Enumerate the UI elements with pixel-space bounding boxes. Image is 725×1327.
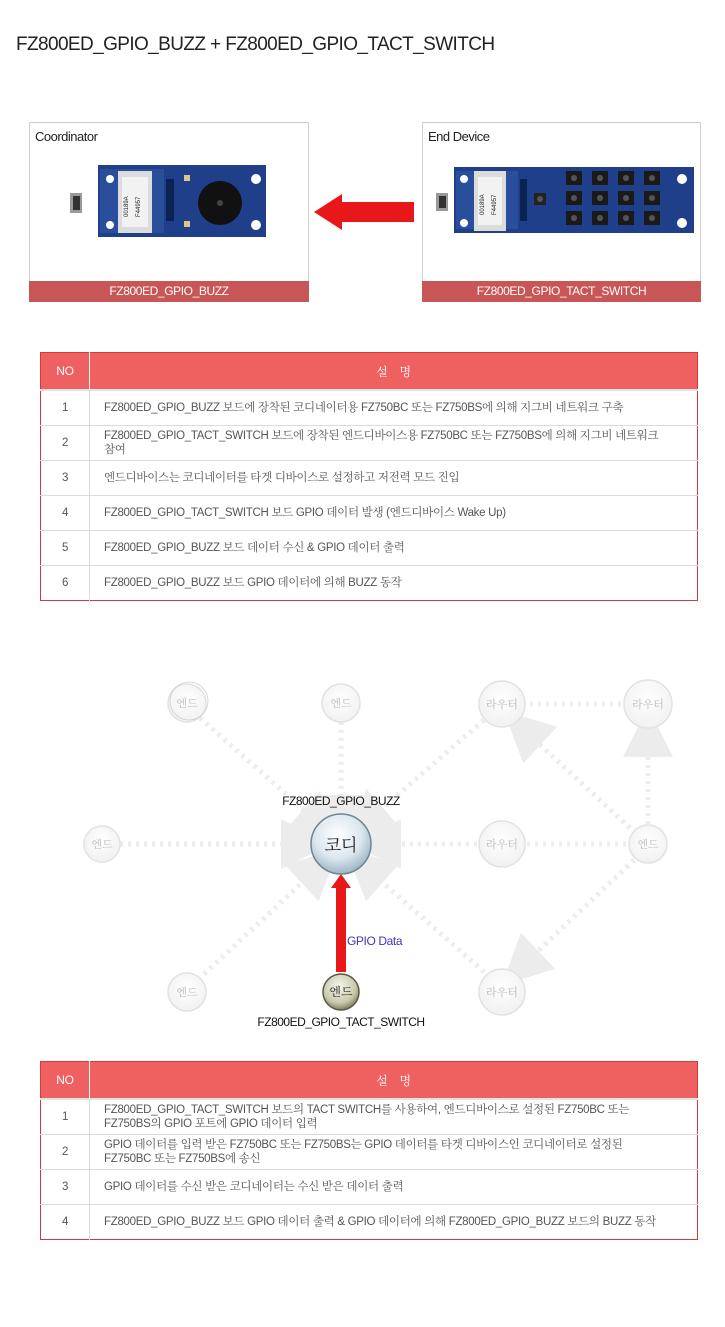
table-row bbox=[41, 565, 698, 600]
end-node bbox=[629, 825, 667, 863]
row-number: 4 bbox=[41, 495, 90, 530]
row-description: FZ800ED_GPIO_BUZZ 보드 GPIO 데이터 출력 & GPIO 데이터에 의해 FZ800ED_GPIO_BUZZ 보드의 BUZZ 동작 bbox=[90, 1204, 698, 1239]
svg-text:코디: 코디 bbox=[324, 836, 358, 855]
row-number: 1 bbox=[41, 390, 90, 425]
row-number: 3 bbox=[41, 1169, 90, 1204]
table-row bbox=[41, 495, 698, 530]
arrow-left-icon bbox=[314, 194, 414, 230]
table-row bbox=[41, 425, 698, 460]
end-device-caption: FZ800ED_GPIO_TACT_SWITCH bbox=[422, 281, 701, 302]
tact-switch-board-image bbox=[436, 167, 696, 235]
svg-text:라우터: 라우터 bbox=[486, 699, 518, 711]
row-number: 2 bbox=[41, 1134, 90, 1169]
svg-text:엔드: 엔드 bbox=[637, 839, 659, 851]
table-row bbox=[41, 460, 698, 495]
coordinator-node bbox=[311, 814, 371, 874]
row-description: FZ800ED_GPIO_TACT_SWITCH 보드의 TACT SWITCH를 사용하여, 엔드디바이스로 설정된 FZ750BC 또는 FZ750BS의 GPIO 포트에 GPIO 데이터 입력 bbox=[90, 1099, 698, 1134]
coordinator-label: Coordinator bbox=[35, 129, 98, 144]
row-number: 3 bbox=[41, 460, 90, 495]
sequence-table-2 bbox=[40, 1061, 698, 1240]
end-board-label: FZ800ED_GPIO_TACT_SWITCH bbox=[257, 1015, 425, 1029]
svg-text:엔드: 엔드 bbox=[91, 839, 113, 851]
row-number: 6 bbox=[41, 565, 90, 600]
table-header-row bbox=[41, 1062, 698, 1100]
router-node bbox=[624, 680, 672, 728]
row-description: FZ800ED_GPIO_BUZZ 보드 GPIO 데이터에 의해 BUZZ 동작 bbox=[90, 565, 698, 600]
svg-text:엔드: 엔드 bbox=[329, 985, 353, 999]
active-end-node bbox=[323, 974, 359, 1010]
buzz-board-image bbox=[70, 165, 268, 239]
svg-text:F44957: F44957 bbox=[136, 196, 142, 217]
end-node bbox=[84, 826, 120, 862]
sequence-table-1 bbox=[40, 352, 698, 601]
gpio-data-arrow bbox=[331, 874, 351, 972]
svg-text:엔드: 엔드 bbox=[176, 698, 198, 710]
gpio-data-label: GPIO Data bbox=[347, 934, 403, 948]
coordinator-caption: FZ800ED_GPIO_BUZZ bbox=[29, 281, 309, 302]
column-header-desc: 설 명 bbox=[90, 1062, 698, 1100]
column-header-desc: 설 명 bbox=[90, 353, 698, 391]
row-number: 1 bbox=[41, 1099, 90, 1134]
end-node bbox=[168, 682, 208, 722]
table-row bbox=[41, 530, 698, 565]
row-description: GPIO 데이터를 수신 받은 코디네이터는 수신 받은 데이터 출력 bbox=[90, 1169, 698, 1204]
row-number: 5 bbox=[41, 530, 90, 565]
column-header-no: NO bbox=[41, 1062, 90, 1100]
table-row bbox=[41, 390, 698, 425]
svg-text:라우터: 라우터 bbox=[486, 839, 518, 851]
row-number: 4 bbox=[41, 1204, 90, 1239]
svg-text:00189A: 00189A bbox=[124, 196, 130, 217]
router-node bbox=[479, 969, 525, 1015]
svg-text:라우터: 라우터 bbox=[632, 699, 664, 711]
column-header-no: NO bbox=[41, 353, 90, 391]
svg-text:라우터: 라우터 bbox=[486, 987, 518, 999]
row-description: FZ800ED_GPIO_BUZZ 보드에 장착된 코디네이터용 FZ750BC 또는 FZ750BS에 의해 지그비 네트워크 구축 bbox=[90, 390, 698, 425]
row-description: FZ800ED_GPIO_TACT_SWITCH 보드에 장착된 엔드디바이스용 FZ750BC 또는 FZ750BS에 의해 지그비 네트워크 참여 bbox=[90, 425, 698, 460]
row-description: 엔드디바이스는 코디네이터를 타겟 디바이스로 설정하고 저전력 모드 진입 bbox=[90, 460, 698, 495]
svg-text:엔드: 엔드 bbox=[176, 987, 198, 999]
coordinator-board-label: FZ800ED_GPIO_BUZZ bbox=[282, 794, 400, 808]
row-number: 2 bbox=[41, 425, 90, 460]
router-node bbox=[479, 681, 525, 727]
row-description: FZ800ED_GPIO_TACT_SWITCH 보드 GPIO 데이터 발생 (엔드디바이스 Wake Up) bbox=[90, 495, 698, 530]
svg-text:엔드: 엔드 bbox=[330, 698, 352, 710]
end-node bbox=[168, 973, 206, 1011]
row-description: FZ800ED_GPIO_BUZZ 보드 데이터 수신 & GPIO 데이터 출력 bbox=[90, 530, 698, 565]
row-description: GPIO 데이터를 입력 받은 FZ750BC 또는 FZ750BS는 GPIO 데이터를 타겟 디바이스인 코디네이터로 설정된 FZ750BC 또는 FZ750BS에 송신 bbox=[90, 1134, 698, 1169]
table-row bbox=[41, 1134, 698, 1169]
coordinator-panel bbox=[29, 122, 309, 302]
end-node bbox=[322, 684, 360, 722]
svg-text:F44957: F44957 bbox=[492, 194, 498, 215]
table-header-row bbox=[41, 353, 698, 391]
page-title: FZ800ED_GPIO_BUZZ + FZ800ED_GPIO_TACT_SWITCH bbox=[16, 34, 495, 55]
table-row bbox=[41, 1169, 698, 1204]
end-device-panel bbox=[422, 122, 701, 302]
svg-text:00189A: 00189A bbox=[480, 194, 486, 215]
table-row bbox=[41, 1204, 698, 1239]
table-row bbox=[41, 1099, 698, 1134]
end-device-label: End Device bbox=[428, 129, 490, 144]
network-diagram bbox=[0, 660, 725, 1040]
router-node bbox=[479, 821, 525, 867]
